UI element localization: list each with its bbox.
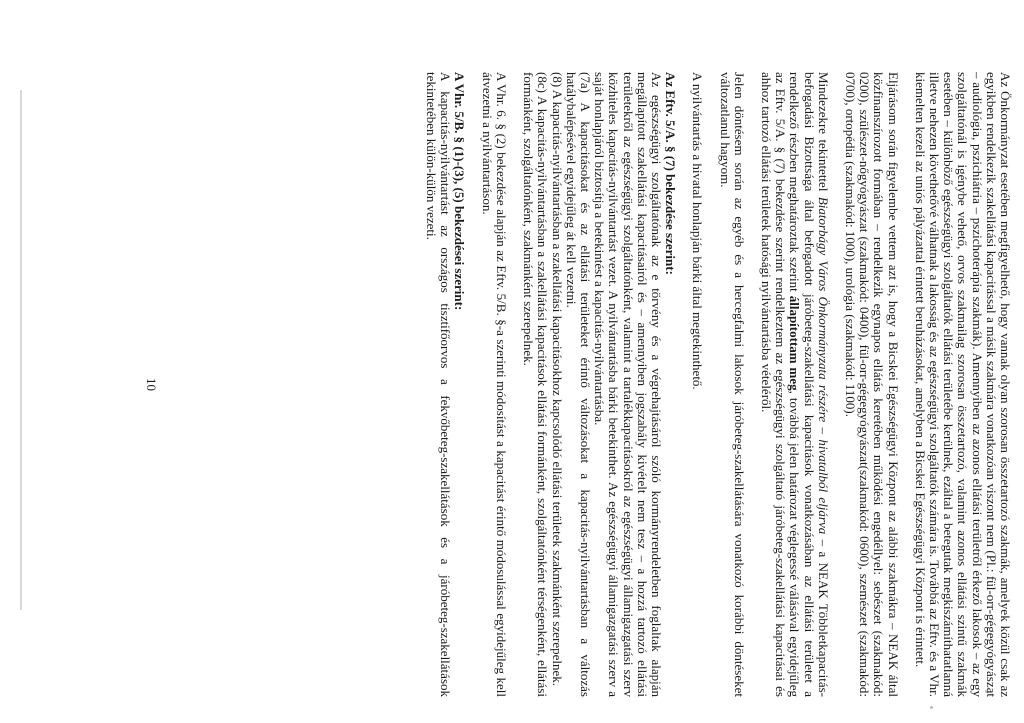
scan-border xyxy=(20,90,22,610)
vhr-heading: A Vhr. 5/B. § (1)-(3), (5) bekezdései szerint: xyxy=(452,72,468,311)
paragraph-3 xyxy=(759,72,830,697)
paragraph-6: Az egészségügyi szolgáltatónak az e törvény és a végrehajtásáról szóló kormányrendeletben foglaltak alapján megállapított szakellátási kapacitásairól és – amennyiben jogszabály kivételt nem tesz – a hozzá tartozó ellátási területekről az egészségügyi szolgáltatónként, valamint a tartalékkapacitásokról az egészségügyi államigazgatási szerv közhiteles kapacitás-nyilvántartást vezet. A nyilvántartásba bárki betekinthet. Az egészségügyi államigazgatási szerv a saját honlapjáról biztosítja a betekintést a kapacitás-nyilvántartásba. xyxy=(592,72,664,697)
scan-dot xyxy=(930,706,933,709)
eftv-heading: Az Eftv. 5/A. § (7) bekezdése szerint: xyxy=(663,72,679,275)
paragraph-1: Az Önkormányzat esetében megfigyelhető, hogy vannak olyan szorosan összetartozó szakmák, amelyek közül csak az egyikben rendelkezik szakellátási kapacitással a másik szakmára vonatkozóan viszont nem (Pl.: fül-orr-gégegyógyászat – audiológia, pszichiátria – pszichoterápia szakmák). Amennyiben az azonos ellátási területről érkező lakosok – az egy szolgáltatónál is igénybe vehető, orvos szakmailag szorosan összetartozó, valamint azonos ellátási szintű szakmák esetében – különböző egészségügyi szolgáltatók ellátási területébe kerülnek, ezáltal a betegutak megkiszámíthatatlanná illetve nehezen követhetővé válhatnak a lakosság és az egészségügyi szolgáltatók számára is. Továbbá az Eftv. és a Vhr. kiemelten kezeli az uniós pályázattal érintett beruházásokat, amelyben a Bicskei Egészségügyi Központ is érintett. xyxy=(912,72,1013,697)
paragraph-10: A Vhr. 6. § (2) bekezdése alapján az Eftv. 5/B. §-a szerinti módosítást a kapacitást érintő módosulással egyidejűleg kell átvezetni a nyilvántartáson. xyxy=(479,72,509,697)
paragraph-4: Jelen döntésem során az egyéb és a hercegfalmi lakosok járóbeteg-szakellátására vonatkozó korábbi döntéseket változatlanul hagyom. xyxy=(717,72,747,697)
paragraph-7: (7a) A kapacitásokat és az ellátási területeket érintő változásokat a kapacitás-nyilvántartásban a változás hatálybalépésével egyidejűleg át kell vezetni. xyxy=(563,72,593,697)
paragraph-11: A kapacitás-nyilvántartást az országos tisztifőorvos a fekvőbeteg-szakellátások és a járóbeteg-szakellátások tekintetében külön-külön vezeti. xyxy=(424,72,454,697)
paragraph-3-lead: Mindezekre tekintettel xyxy=(815,72,831,197)
paragraph-9: (8c) A kapacitás-nyilvántartásban a szakellátási kapacitások ellátási formánként, szolgáltatónként térségenként, ellátási formánként, szolgáltatónként, szakmánként szerepelnek. xyxy=(521,72,551,697)
paragraph-3-part-b: , továbbá jelen határozat véglegessé válásával egyidejűleg az Eftv. 5/A. § (7) bekezdése szerint rendelkeztem az egészségügyi szolgáltató járóbeteg-szakellátási kapacitásai és ahhoz tartozó ellátási területek hatósági nyilvántartásba vételéről. xyxy=(758,72,803,698)
document-page xyxy=(144,72,1013,698)
paragraph-8: (8) A kapacitás-nyilvántartásban a szakellátási kapacitásokhoz kapcsolódó ellátási területek szakmánként szerepelnek. xyxy=(549,72,565,687)
paragraph-3-italic: Biatorbágy Város Önkormányzata részére – hivatalból eljárva – xyxy=(815,196,831,547)
paragraph-3-part-a: a NEAK Többletkapacitás-befogadási Bizottsága által befogadott járóbeteg-szakellátási kapacitások vonatkozásában az ellátási területet a rendelkező részben meghatároztak szerint xyxy=(787,72,831,697)
paragraph-2: Eljárásom során figyelembe vettem azt is, hogy a Bicskei Egészségügyi Központ az alábbi szakmákra – NEAK által közfinanszírozott formában – rendelkezik egynapos ellátás keretében működési engedéllyel: sebészet (szakmakód: 0200), szülészet-nőgyógyászat (szakmakód: 0400), fül-orr-gégegyógyászat(szakmakód: 0600), szemészet (szakmakód: 0700), ortopédia (szakmakód: 1000), urológia (szakmakód: 1100). xyxy=(842,72,901,697)
page-number: 10 xyxy=(144,378,160,391)
paragraph-3-bold: állapítottam meg xyxy=(787,295,803,391)
paragraph-5: A nyilvántartás a hivatal honlapján bárki által megtekinthető. xyxy=(690,72,706,390)
